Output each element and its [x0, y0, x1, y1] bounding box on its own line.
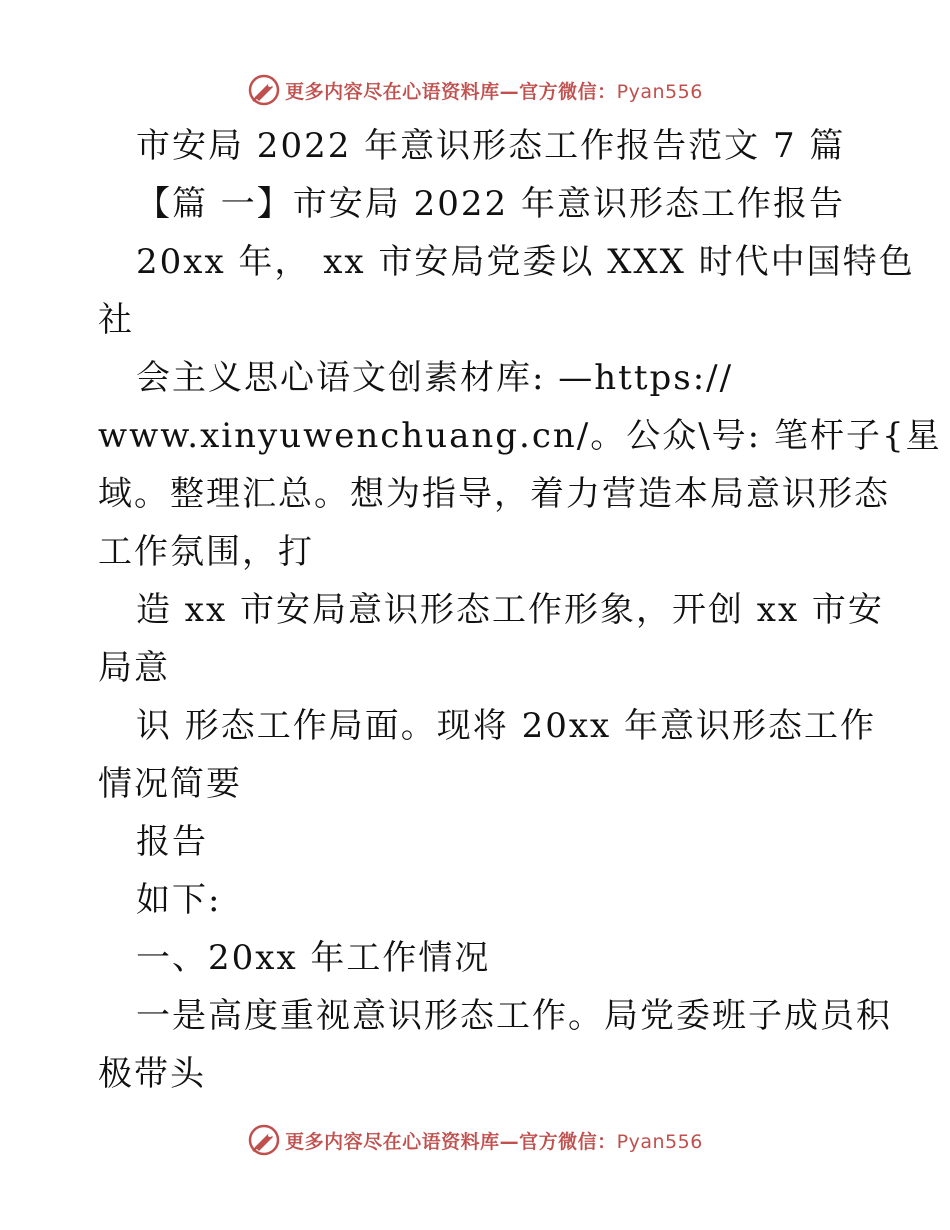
text-line: 报告: [136, 822, 208, 862]
text-line: 【篇 一】市安局 2022 年意识形态工作报告: [136, 184, 845, 224]
text-line: 如下:: [136, 880, 222, 920]
text-line: 识 形态工作局面。现将 20xx 年意识形态工作: [136, 706, 877, 746]
text-line: 局意: [98, 648, 170, 688]
text-line: 一、20xx 年工作情况: [136, 938, 491, 978]
text-line: 极带头: [98, 1054, 206, 1094]
footer-watermark: [0, 1120, 950, 1160]
text-line: 会主义思心语文创素材库: —https://: [136, 358, 734, 398]
header-watermark: [0, 70, 950, 110]
pen-nib-logo-icon: [247, 1123, 281, 1157]
wechat-id: Pyan556: [616, 80, 703, 103]
text-line: 市安局 2022 年意识形态工作报告范文 7 篇: [136, 126, 846, 166]
watermark-text: 更多内容尽在心语资料库—官方微信：Pyan556: [285, 1130, 703, 1153]
text-line: www.xinyuwenchuang.cn/。公众\号: 笔杆子{星: [98, 416, 942, 456]
text-line: 20xx 年， xx 市安局党委以 XXX 时代中国特色: [136, 242, 915, 282]
text-line: 工作氛围，打: [98, 532, 314, 572]
text-line: 造 xx 市安局意识形态工作形象，开创 xx 市安: [136, 590, 884, 630]
text-line: 社: [98, 300, 134, 340]
pen-nib-logo-icon: [247, 73, 281, 107]
wechat-id: Pyan556: [616, 1130, 703, 1153]
text-line: 情况简要: [98, 764, 242, 804]
text-line: 一是高度重视意识形态工作。局党委班子成员积: [136, 996, 892, 1036]
watermark-text: 更多内容尽在心语资料库—官方微信：Pyan556: [285, 80, 703, 103]
document-body: [98, 117, 942, 1103]
text-line: 域。整理汇总。想为指导，着力营造本局意识形态: [98, 474, 890, 514]
